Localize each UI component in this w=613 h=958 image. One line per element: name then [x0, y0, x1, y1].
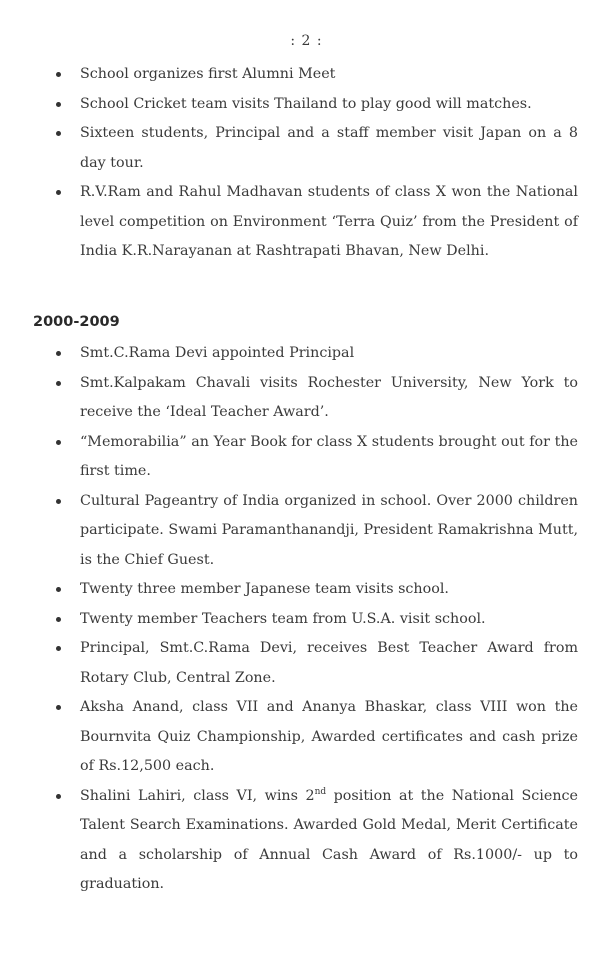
- bullet-icon: [56, 499, 61, 504]
- list-item: [0, 178, 578, 267]
- list-item-text: School organizes first Alumni Meet: [80, 66, 336, 82]
- bullet-icon: [56, 617, 61, 622]
- list-item-text: Sixteen students, Principal and a staff member visit Japan on a 8 day tour.: [80, 125, 578, 171]
- achievements-list-1990s: [0, 60, 613, 267]
- section-heading: 2000-2009: [33, 314, 120, 330]
- bullet-icon: [56, 131, 61, 136]
- list-item-text: R.V.Ram and Rahul Madhavan students of class X won the National level competition on Environment ‘Terra Quiz’ from the President of India K.R.Narayanan at Rashtrapati Bhavan, New Delhi.: [80, 184, 578, 259]
- list-item: [0, 782, 578, 900]
- ordinal-superscript: nd: [314, 786, 327, 797]
- list-item: [0, 369, 578, 428]
- list-item-text: Twenty member Teachers team from U.S.A. visit school.: [80, 610, 486, 627]
- list-item: [0, 605, 578, 635]
- bullet-icon: [56, 646, 61, 651]
- list-item: [0, 634, 578, 693]
- bullet-icon: [56, 381, 61, 386]
- page-number: : 2 :: [290, 33, 323, 49]
- bullet-icon: [56, 72, 61, 77]
- list-item: [0, 693, 578, 782]
- bullet-icon: [56, 351, 61, 356]
- bullet-icon: [56, 440, 61, 445]
- list-item-text: “Memorabilia” an Year Book for class X students brought out for the first time.: [80, 433, 578, 479]
- list-item: [0, 575, 578, 605]
- list-item-text: Aksha Anand, class VII and Ananya Bhaskar, class VIII won the Bournvita Quiz Championship, Awarded certificates and cash prize of Rs.12,500 each.: [80, 699, 578, 774]
- list-item: [0, 90, 578, 120]
- list-item-text: School Cricket team visits Thailand to play good will matches.: [80, 95, 532, 112]
- list-item-text: Principal, Smt.C.Rama Devi, receives Best Teacher Award from Rotary Club, Central Zone.: [80, 640, 578, 686]
- bullet-icon: [56, 794, 61, 799]
- achievements-list-2000s: [0, 339, 613, 900]
- bullet-icon: [56, 190, 61, 195]
- bullet-icon: [56, 705, 61, 710]
- bullet-icon: [56, 102, 61, 107]
- list-item-text: Twenty three member Japanese team visits school.: [80, 581, 449, 597]
- list-item: [0, 487, 578, 576]
- list-item: [0, 428, 578, 487]
- list-item-text: Smt.Kalpakam Chavali visits Rochester University, New York to receive the ‘Ideal Teacher Award’.: [80, 374, 578, 420]
- list-item-text: Cultural Pageantry of India organized in school. Over 2000 children participate. Swami Paramanthanandji, President Ramakrishna Mutt, is the Chief Guest.: [80, 492, 578, 568]
- list-item: [0, 60, 578, 90]
- list-item: [0, 119, 578, 178]
- list-item-text-end: position at the National Science Talent Search Examinations. Awarded Gold Medal, Merit Certificate and a scholarship of Annual Cash Award of Rs.1000/- up to graduation.: [80, 787, 578, 892]
- bullet-icon: [56, 587, 61, 592]
- list-item-text-start: Shalini Lahiri, class VI, wins 2: [80, 787, 315, 804]
- list-item: [0, 339, 578, 369]
- list-item-text: Smt.C.Rama Devi appointed Principal: [80, 345, 355, 361]
